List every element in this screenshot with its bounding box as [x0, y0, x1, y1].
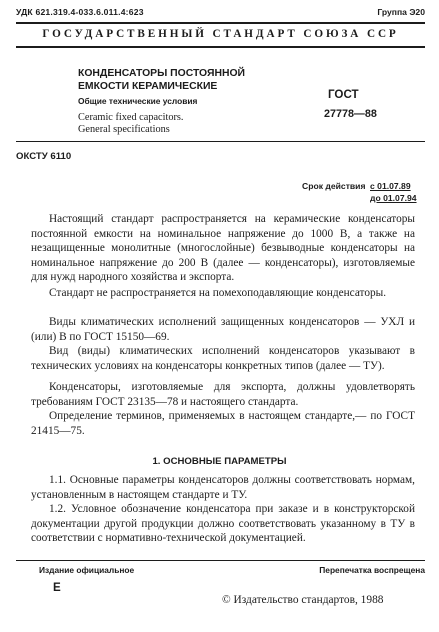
official-edition-label: Издание официальное — [39, 565, 135, 575]
intro-paragraph-terms: Определение терминов, применяемых в настоящем стандарте,— по ГОСТ 21415—75. — [31, 410, 415, 437]
intro-paragraph-climatic-types: Вид (виды) климатических исполнений конденсаторов указывают в технических условиях на конденсаторы конкретных типов (далее — ТУ). — [31, 345, 415, 372]
document-title — [78, 68, 245, 93]
title-block-rule — [16, 141, 425, 142]
validity-from: с 01.07.89 — [370, 181, 411, 191]
edition-letter: Е — [53, 581, 61, 594]
copyright-notice: © Издательство стандартов, 1988 — [222, 594, 384, 606]
section-1-heading: 1. ОСНОВНЫЕ ПАРАМЕТРЫ — [152, 456, 287, 467]
reprint-prohibited-label: Перепечатка воспрещена — [319, 565, 425, 575]
gost-label: ГОСТ — [328, 88, 359, 101]
title-line-1: КОНДЕНСАТОРЫ ПОСТОЯННОЙ — [78, 68, 246, 79]
document-subtitle: Общие технические условия — [78, 96, 198, 106]
english-title — [78, 112, 184, 136]
okstu-code: ОКСТУ 6110 — [16, 151, 72, 162]
state-standard-banner: ГОСУДАРСТВЕННЫЙ СТАНДАРТ СОЮЗА ССР — [42, 28, 399, 40]
udk-code: УДК 621.319.4-033.6.011.4:623 — [16, 7, 144, 17]
clause-1-1: 1.1. Основные параметры конденсаторов должны соответствовать нормам, установленным в настоящем стандарте и ТУ. — [31, 474, 415, 501]
validity-to: до 01.07.94 — [370, 193, 417, 203]
gost-number: 27778—88 — [324, 108, 377, 120]
intro-paragraph-export: Конденсаторы, изготовляемые для экспорта, должны удовлетворять требованиям ГОСТ 23135—78 и настоящего стандарта. — [31, 381, 415, 408]
english-title-line-2: General specifications — [78, 123, 170, 135]
intro-paragraph-scope: Настоящий стандарт распространяется на керамические конденсаторы постоянной емкости на номинальное напряжение до 1000 В, а также на незащищенные монолитные (многослойные) безвыводные конденсаторы на номинальное напряжение до 200 В (далее — конденсаторы), изготовляемые для нужд народного хозяйства и экспорта. — [31, 213, 415, 284]
english-title-line-1: Ceramic fixed capacitors. — [78, 112, 184, 123]
header-rule-top — [16, 22, 425, 24]
title-line-2: ЕМКОСТИ КЕРАМИЧЕСКИЕ — [78, 80, 218, 92]
group-code: Группа Э20 — [377, 7, 425, 17]
intro-paragraph-exclusion: Стандарт не распространяется на помехоподавляющие конденсаторы. — [49, 287, 387, 299]
header-rule-bottom — [16, 46, 425, 48]
intro-paragraph-climatic: Виды климатических исполнений защищенных конденсаторов — УХЛ и (или) В по ГОСТ 15150—69. — [31, 316, 415, 343]
clause-1-2: 1.2. Условное обозначение конденсатора при заказе и в конструкторской документации другой продукции должно соответствовать указанному в ТУ в соответствии с нормативно-технической документацией. — [31, 503, 415, 545]
validity-label: Срок действия — [302, 181, 366, 191]
footer-rule — [16, 560, 425, 561]
